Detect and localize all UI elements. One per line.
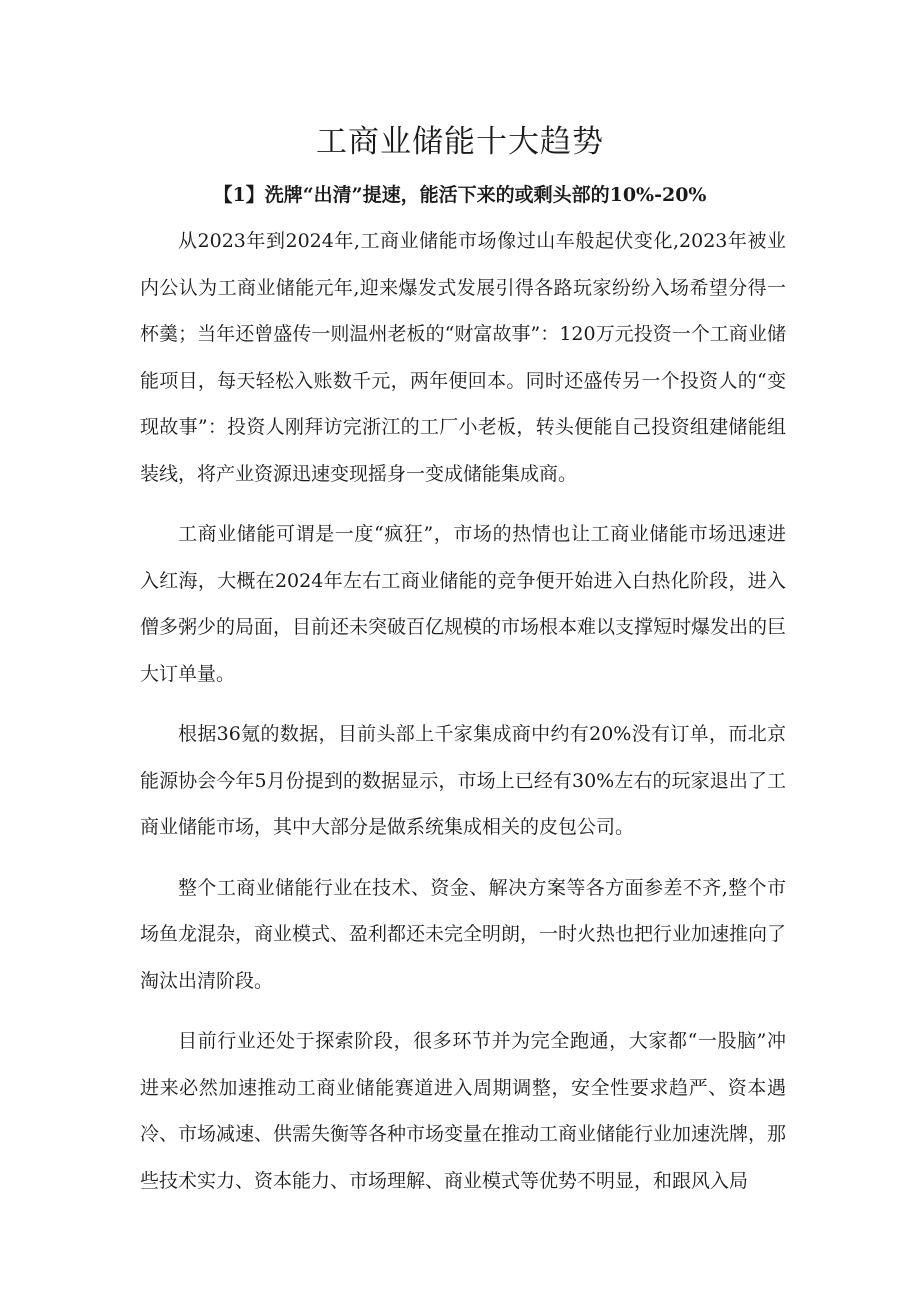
document-title: 工商业储能十大趋势 [316,124,604,160]
paragraph: 目前行业还处于探索阶段，很多环节并为完全跑通，大家都“一股脑”冲进来必然加速推动工商业储能赛道进入周期调整，安全性要求趋严、资本遇冷、市场减速、供需失衡等各种市场变量在推动工商业储能行业加速洗牌，那些技术实力、资本能力、市场理解、商业模式等优势不明显，和跟风入局 [140,1030,787,1192]
paragraph: 根据36氪的数据，目前头部上千家集成商中约有20%没有订单，而北京能源协会今年5月份提到的数据显示，市场上已经有30%左右的玩家退出了工商业储能市场，其中大部分是做系统集成相关的皮包公司。 [140,723,786,838]
paragraph: 从2023年到2024年,工商业储能市场像过山车般起伏变化,2023年被业内公认为工商业储能元年,迎来爆发式发展引得各路玩家纷纷入场希望分得一杯羹；当年还曾盛传一则温州老板的“财富故事”：120万元投资一个工商业储能项目，每天轻松入账数千元，两年便回本。同时还盛传另一个投资人的“变现故事”：投资人刚拜访完浙江的工厂小老板，转头便能自己投资组建储能组装线，将产业资源迅速变现摇身一变成储能集成商。 [140,230,786,485]
section-heading: 【1】洗牌“出清”提速，能活下来的或剩头部的10%-20% [213,184,707,206]
paragraph: 整个工商业储能行业在技术、资金、解决方案等各方面参差不齐,整个市场鱼龙混杂，商业模式、盈利都还未完全明朗，一时火热也把行业加速推向了淘汰出清阶段。 [140,876,787,992]
paragraph: 工商业储能可谓是一度“疯狂”，市场的热情也让工商业储能市场迅速进入红海，大概在2024年左右工商业储能的竞争便开始进入白热化阶段，进入僧多粥少的局面，目前还未突破百亿规模的市场根本难以支撑短时爆发出的巨大订单量。 [140,523,787,685]
document-body [140,218,786,1218]
